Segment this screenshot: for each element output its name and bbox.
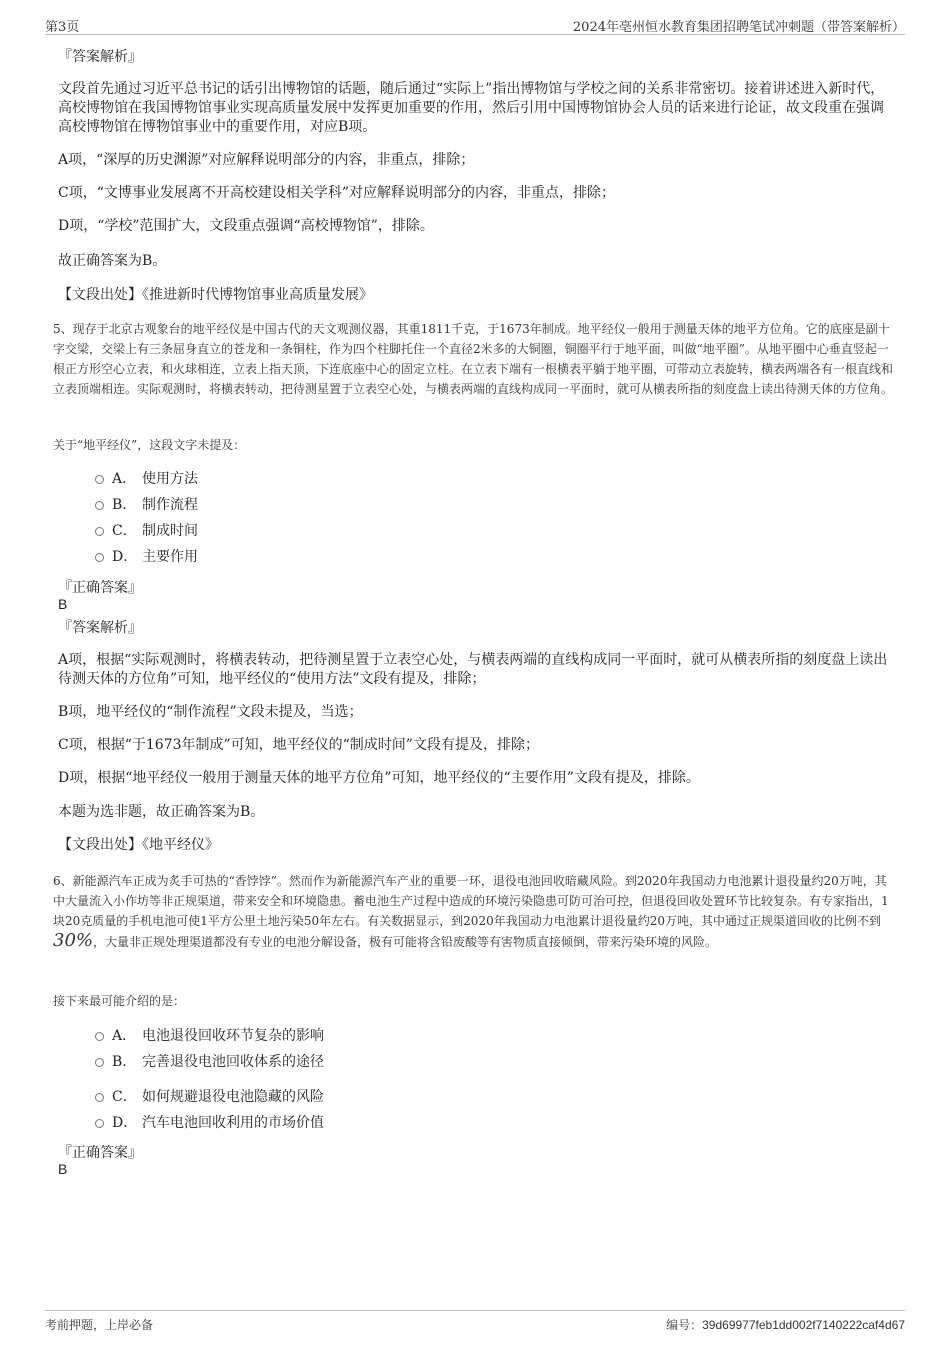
q6-option-b[interactable]: B． 完善退役电池回收体系的途径	[95, 1052, 324, 1072]
q5-option-a[interactable]: A． 使用方法	[95, 469, 198, 489]
q5-answer: B	[58, 596, 68, 612]
page-number: 第3页	[45, 20, 80, 35]
q4-analysis-option-d: D项，“学校”范围扩大，文段重点强调“高校博物馆”，排除。	[58, 218, 434, 234]
radio-button-icon[interactable]	[95, 1093, 104, 1102]
radio-button-icon[interactable]	[95, 1119, 104, 1128]
q6-question-text: 6、新能源汽车正成为炙手可热的“香饽饽”。然而作为新能源汽车产业的重要一环，退役电池回收暗藏风险。到2020年我国动力电池累计退役量约20万吨，其中大量流入小作坊等非正规渠道，带来安全和环境隐患。蓄电池生产过程中造成的环境污染隐患可防可治可控，但退役回收处置环节比较复杂。有专家指出，1块20克质量的手机电池可使1平方公里土地污染50年左右。有关数据显示，到2020年我国动力电池累计退役量约20万吨，其中通过正规渠道回收的比例不到30%，大量非正规处理渠道都没有专业的电池分解设备，极有可能将含铅废酸等有害物质直接倾倒，带来污染环境的风险。	[53, 874, 889, 951]
q5-analysis-label: 『答案解析』	[58, 620, 142, 636]
page-footer	[45, 1310, 905, 1333]
q5-prompt: 关于“地平经仪”，这段文字未提及：	[53, 438, 246, 452]
q5-analysis-option-b: B项，地平经仪的“制作流程”文段未提及，当选；	[58, 704, 363, 720]
q6-prompt: 接下来最可能介绍的是：	[53, 994, 186, 1008]
q5-question-text: 5、现存于北京古观象台的地平经仪是中国古代的天文观测仪器，其重1811千克，于1673年制成。地平经仪一般用于测量天体的地平方位角。它的底座是副十字交梁，交梁上有三条屈身直立的苍龙和一条铜柱，作为四个柱脚托住一个直径2米多的大铜圈，铜圈平行于地平面，叫做“地平圈”。从地平圈中心垂直竖起一根正方形空心立表，和火球相连，立表上指天顶，下连底座中心的固定立柱。在立表下端有一根横表平躺于地平圈，可带动立表旋转，横表两端各有一根直线和立表顶端相连。实际观测时，将横表转动，把待测星置于立表空心处，与横表两端的直线构成同一平面时，就可从横表所指的刻度盘上读出待测天体的方位角。	[53, 322, 894, 396]
document-id: 编号：39d69977feb1dd002f7140222caf4d67	[666, 1318, 905, 1332]
radio-button-icon[interactable]	[95, 1032, 104, 1041]
q5-option-b[interactable]: B． 制作流程	[95, 495, 198, 515]
q4-analysis-option-a: A项，“深厚的历史渊源”对应解释说明部分的内容，非重点，排除；	[58, 152, 475, 168]
q6-answer-label: 『正确答案』	[58, 1145, 142, 1161]
radio-button-icon[interactable]	[95, 553, 104, 562]
radio-button-icon[interactable]	[95, 1058, 104, 1067]
radio-button-icon[interactable]	[95, 475, 104, 484]
q5-analysis-option-a: A项，根据“实际观测时，将横表转动，把待测星置于立表空心处，与横表两端的直线构成同一平面时，就可从横表所指的刻度盘上读出待测天体的方位角”可知，地平经仪的“使用方法”文段有提及，排除；	[58, 652, 888, 687]
page-header	[45, 14, 905, 35]
q6-option-a[interactable]: A． 电池退役回收环节复杂的影响	[95, 1026, 324, 1046]
q6-option-c[interactable]: C． 如何规避退役电池隐藏的风险	[95, 1087, 324, 1107]
q6-option-d[interactable]: D． 汽车电池回收利用的市场价值	[95, 1113, 324, 1133]
percentage-formula: 30%	[53, 930, 94, 951]
q6-answer: B	[58, 1161, 68, 1177]
q5-answer-label: 『正确答案』	[58, 580, 142, 596]
q5-analysis-option-c: C项，根据“于1673年制成”可知，地平经仪的“制成时间”文段有提及，排除；	[58, 737, 539, 753]
q5-conclusion: 本题为选非题，故正确答案为B。	[58, 804, 265, 820]
q4-conclusion: 故正确答案为B。	[58, 253, 167, 269]
q4-analysis-paragraph: 文段首先通过习近平总书记的话引出博物馆的话题，随后通过“实际上”指出博物馆与学校之间的关系非常密切。接着讲述进入新时代，高校博物馆在我国博物馆事业实现高质量发展中发挥更加重要的作用，然后引用中国博物馆协会人员的话来进行论证，故文段重在强调高校博物馆在博物馆事业中的重要作用，对应B项。	[58, 81, 885, 135]
radio-button-icon[interactable]	[95, 501, 104, 510]
q4-source: 【文段出处】《推进新时代博物馆事业高质量发展》	[58, 287, 373, 303]
radio-button-icon[interactable]	[95, 527, 104, 536]
q5-analysis-option-d: D项，根据“地平经仪一般用于测量天体的地平方位角”可知，地平经仪的“主要作用”文段有提及，排除。	[58, 770, 700, 786]
q4-analysis-label: 『答案解析』	[58, 49, 142, 65]
q5-source: 【文段出处】《地平经仪》	[58, 837, 219, 853]
footer-slogan: 考前押题，上岸必备	[45, 1318, 154, 1332]
q5-option-c[interactable]: C． 制成时间	[95, 521, 198, 541]
document-title: 2024年亳州恒水教育集团招聘笔试冲刺题（带答案解析）	[572, 20, 905, 35]
q4-analysis-option-c: C项，“文博事业发展离不开高校建设相关学科”对应解释说明部分的内容，非重点，排除；	[58, 185, 616, 201]
q5-option-d[interactable]: D． 主要作用	[95, 547, 198, 567]
